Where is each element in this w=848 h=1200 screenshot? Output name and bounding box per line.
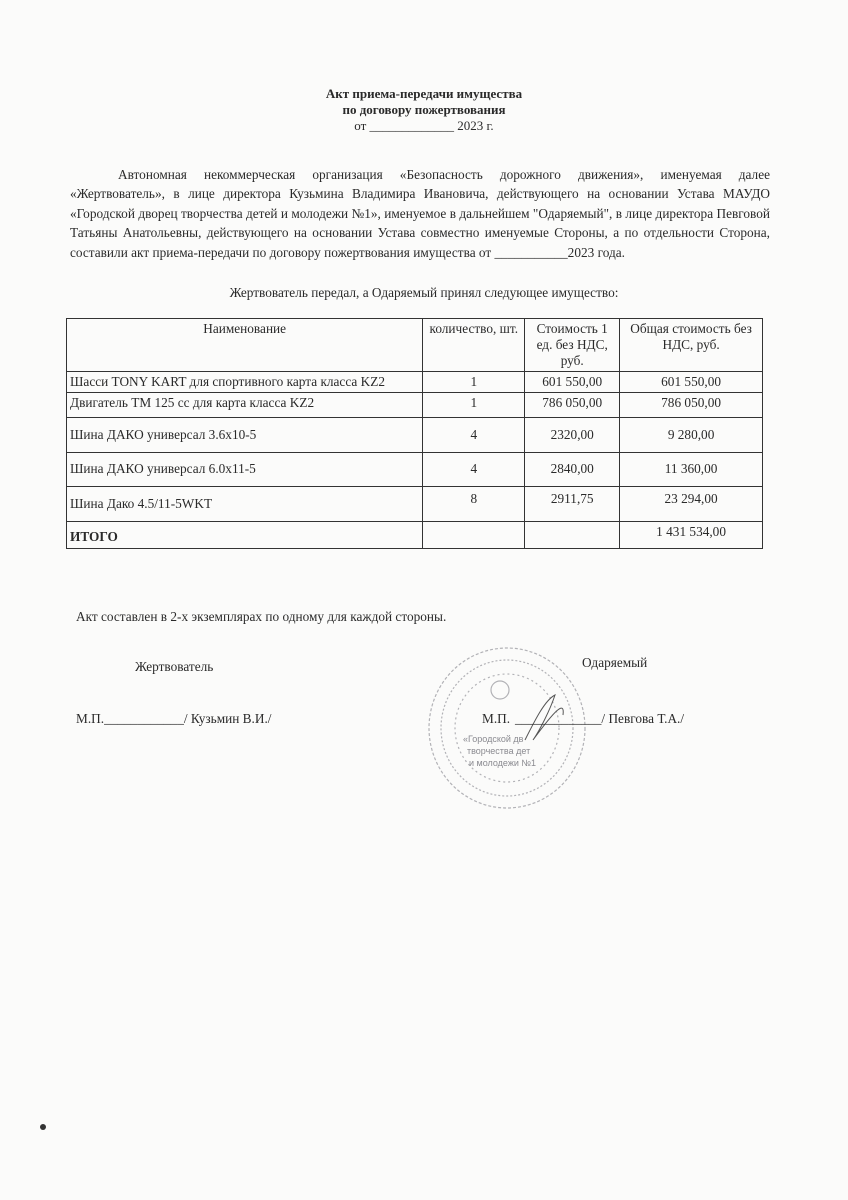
donor-label: Жертвователь: [135, 659, 214, 674]
cell-price: 786 050,00: [525, 393, 620, 418]
cell-price: 2840,00: [525, 453, 620, 487]
svg-text:творчества дет: творчества дет: [467, 746, 531, 756]
total-value: 1 431 534,00: [620, 522, 763, 549]
empty-cell: [525, 522, 620, 549]
title-line: по договору пожертвования: [342, 102, 506, 117]
cell-price: 601 550,00: [525, 372, 620, 393]
total-label: ИТОГО: [67, 522, 423, 549]
title-date-line: от _____________ 2023 г.: [354, 118, 494, 133]
table-header-row: [67, 319, 763, 372]
table-row: [67, 487, 763, 522]
empty-cell: [423, 522, 525, 549]
cell-total: 23 294,00: [620, 487, 763, 522]
property-table: [66, 318, 763, 549]
recipient-signature-line: _____________/ Певгова Т.А./: [515, 711, 685, 726]
svg-text:«Городской дв: «Городской дв: [463, 734, 524, 744]
table-row: [67, 372, 763, 393]
document-title: [0, 86, 848, 134]
table-row: [67, 418, 763, 453]
cell-name: Шасси TONY KART для спортивного карта класса KZ2: [67, 372, 423, 393]
table-row: [67, 393, 763, 418]
table-row: [67, 453, 763, 487]
cell-qty: 4: [423, 453, 525, 487]
cell-total: 9 280,00: [620, 418, 763, 453]
cell-qty: 8: [423, 487, 525, 522]
cell-name: Шина ДАКО универсал 3.6x10-5: [67, 418, 423, 453]
table-total-row: [67, 522, 763, 549]
preamble-paragraph: Автономная некоммерческая организация «Безопасность дорожного движения», именуемая далее «Жертвователь», в лице директора Кузьмина Владимира Ивановича, действующего на основании Устава МАУДО «Городской дворец творчества детей и молодежи №1», именуемое в дальнейшем "Одаряемый", в лице директора Певговой Татьяны Анатольевны, действующего на основании Устава совместно именуемые Стороны, а по отдельности Сторона, составили акт приема-передачи по договору пожертвования имущества от ___________2023 года.: [70, 167, 770, 260]
table-intro: Жертвователь передал, а Одаряемый принял следующее имущество:: [229, 285, 619, 300]
cell-name: Шина Дако 4.5/11-5WKT: [67, 487, 423, 522]
organization-stamp: [415, 640, 600, 815]
scan-speck: [40, 1124, 46, 1130]
header-qty: количество, шт.: [423, 319, 525, 372]
svg-text:и молодежи №1: и молодежи №1: [469, 758, 537, 768]
recipient-label: Одаряемый: [582, 655, 648, 670]
cell-price: 2911,75: [525, 487, 620, 522]
donor-signature-line: М.П.____________/ Кузьмин В.И./: [76, 711, 272, 726]
cell-total: 11 360,00: [620, 453, 763, 487]
cell-name: Двигатель TM 125 cc для карта класса KZ2: [67, 393, 423, 418]
header-unit-price: Стоимость 1 ед. без НДС, руб.: [525, 319, 620, 372]
cell-qty: 1: [423, 372, 525, 393]
cell-total: 786 050,00: [620, 393, 763, 418]
cell-qty: 4: [423, 418, 525, 453]
cell-qty: 1: [423, 393, 525, 418]
cell-price: 2320,00: [525, 418, 620, 453]
header-name: Наименование: [67, 319, 423, 372]
copies-note: Акт составлен в 2-х экземплярах по одному для каждой стороны.: [76, 609, 447, 624]
cell-total: 601 550,00: [620, 372, 763, 393]
title-line: Акт приема-передачи имущества: [325, 86, 523, 101]
header-total: Общая стоимость без НДС, руб.: [620, 319, 763, 372]
cell-name: Шина ДАКО универсал 6.0x11-5: [67, 453, 423, 487]
recipient-mp: М.П.: [482, 711, 511, 726]
